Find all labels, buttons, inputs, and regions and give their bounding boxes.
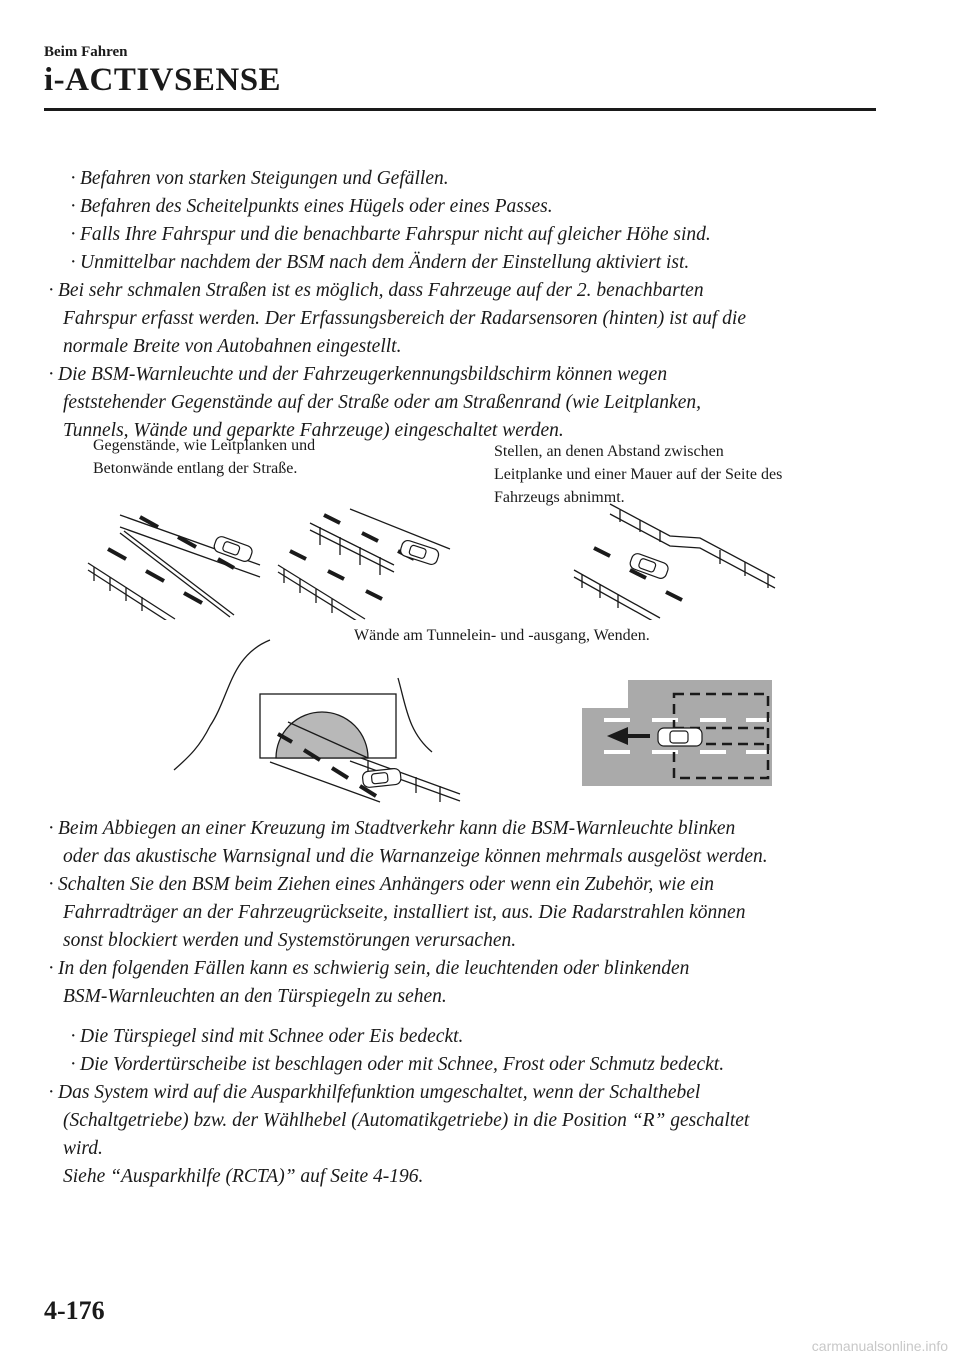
paragraph-line: BSM-Warnleuchten an den Türspiegeln zu sehen.	[63, 986, 447, 1007]
figure-caption-bottom: Wände am Tunnelein- und -ausgang, Wenden.	[354, 627, 650, 644]
figure-tunnel-entrance	[170, 636, 470, 806]
figure-narrowing-gap	[570, 500, 780, 620]
header-rule	[44, 108, 876, 111]
page-number: 4-176	[44, 1296, 105, 1325]
paragraph-line: normale Breite von Autobahnen eingestellt.	[63, 336, 402, 357]
watermark: carmanualsonline.info	[811, 1338, 948, 1354]
bullet-paragraph: · Die BSM-Warnleuchte und der Fahrzeugerkennungsbildschirm können wegen	[48, 364, 668, 385]
chapter-title: i-ACTIVSENSE	[44, 62, 282, 98]
list-item: · Unmittelbar nachdem der BSM nach dem Ändern der Einstellung aktiviert ist.	[70, 252, 690, 273]
paragraph-line: Fahrradträger an der Fahrzeugrückseite, installiert ist, aus. Die Radarstrahlen können	[63, 902, 746, 923]
paragraph-line: sonst blockiert werden und Systemstörungen verursachen.	[63, 930, 517, 951]
paragraph-line: feststehender Gegenstände auf der Straße oder am Straßenrand (wie Leitplanken,	[63, 392, 701, 413]
figure-double-guardrail	[270, 505, 460, 620]
section-label: Beim Fahren	[44, 44, 128, 60]
bullet-paragraph: · Das System wird auf die Ausparkhilfefunktion umgeschaltet, wenn der Schalthebel	[48, 1082, 701, 1103]
paragraph-line: oder das akustische Warnsignal und die Warnanzeige können mehrmals ausgelöst werden.	[63, 846, 768, 867]
figure-caption-left: Gegenstände, wie Leitplanken und Betonwände entlang der Straße.	[93, 437, 316, 477]
figure-guardrail-road	[80, 505, 270, 620]
paragraph-line: Fahrspur erfasst werden. Der Erfassungsbereich der Radarsensoren (hinten) ist auf die	[63, 308, 746, 329]
paragraph-line: Tunnels, Wände und geparkte Fahrzeuge) eingeschaltet werden.	[63, 420, 564, 441]
figure-u-turn	[582, 680, 772, 786]
cross-reference: Siehe “Ausparkhilfe (RCTA)” auf Seite 4-196.	[63, 1166, 424, 1187]
list-item: · Die Vordertürscheibe ist beschlagen oder mit Schnee, Frost oder Schmutz bedeckt.	[70, 1054, 725, 1075]
bullet-paragraph: · Bei sehr schmalen Straßen ist es möglich, dass Fahrzeuge auf der 2. benachbarten	[48, 280, 704, 301]
bullet-paragraph: · Schalten Sie den BSM beim Ziehen eines Anhängers oder wenn ein Zubehör, wie ein	[48, 874, 715, 895]
paragraph-line: wird.	[63, 1138, 103, 1159]
paragraph-line: (Schaltgetriebe) bzw. der Wählhebel (Automatikgetriebe) in die Position “R” geschaltet	[63, 1110, 750, 1131]
list-item: · Befahren von starken Steigungen und Gefällen.	[70, 168, 449, 189]
figure-caption-right: Stellen, an denen Abstand zwischen Leitplanke und einer Mauer auf der Seite des Fahrzeugs abnimmt.	[494, 443, 783, 506]
list-item: · Falls Ihre Fahrspur und die benachbarte Fahrspur nicht auf gleicher Höhe sind.	[70, 224, 711, 245]
bullet-paragraph: · In den folgenden Fällen kann es schwierig sein, die leuchtenden oder blinkenden	[48, 958, 690, 979]
list-item: · Befahren des Scheitelpunkts eines Hügels oder eines Passes.	[70, 196, 553, 217]
list-item: · Die Türspiegel sind mit Schnee oder Eis bedeckt.	[70, 1026, 464, 1047]
bullet-paragraph: · Beim Abbiegen an einer Kreuzung im Stadtverkehr kann die BSM-Warnleuchte blinken	[48, 818, 736, 839]
